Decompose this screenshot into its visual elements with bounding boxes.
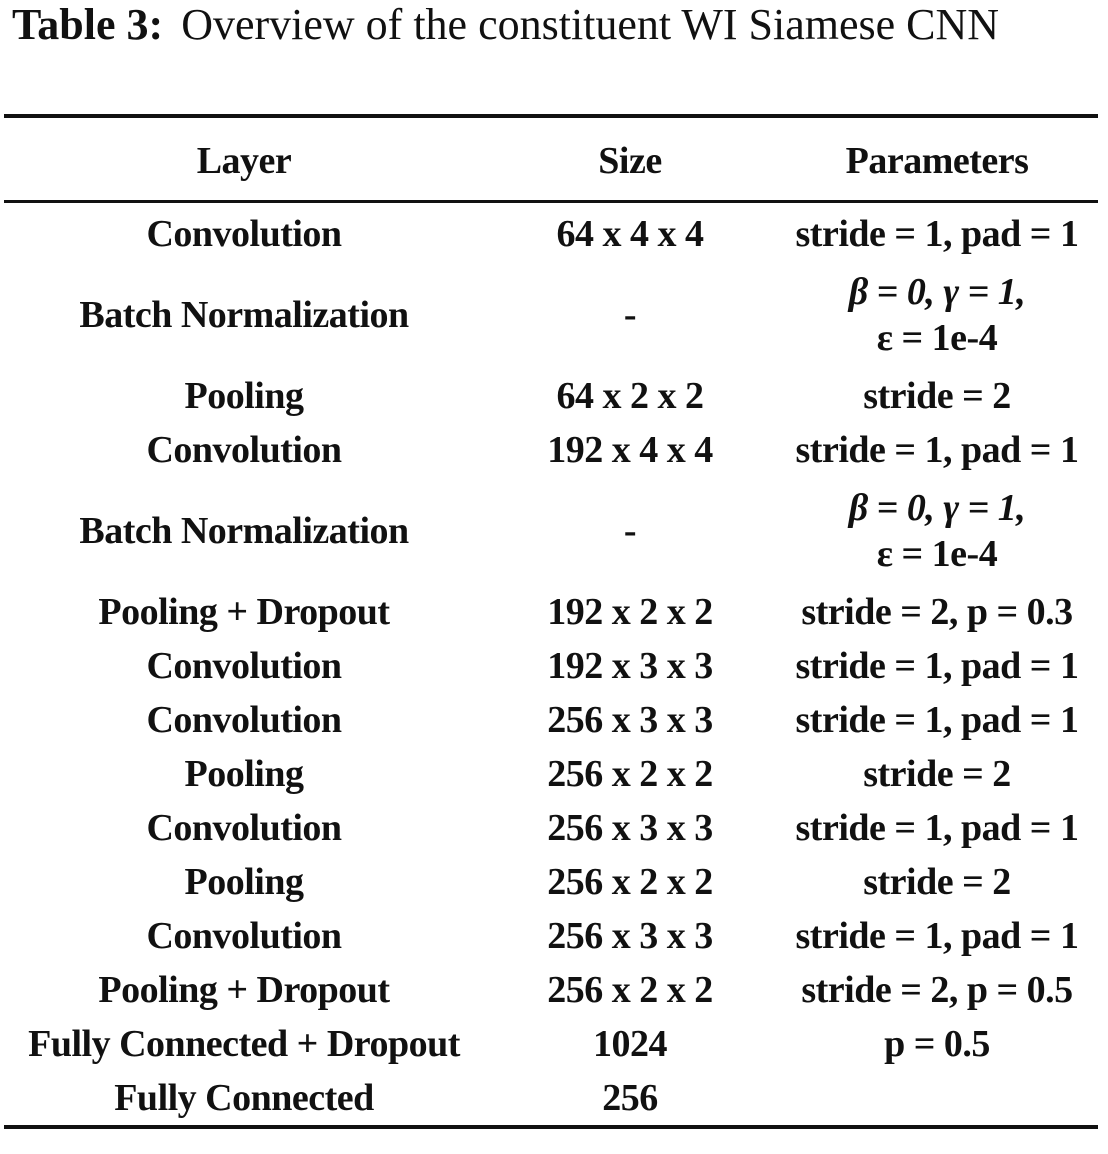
table-row — [4, 477, 1098, 585]
table-row — [4, 1071, 1098, 1125]
cell-size: 192 x 2 x 2 — [547, 591, 713, 633]
cell-parameters: stride = 1, pad = 1 — [795, 429, 1079, 471]
table-row — [4, 585, 1098, 639]
table-row — [4, 909, 1098, 963]
table-row — [4, 963, 1098, 1017]
cell-size: 256 x 2 x 2 — [547, 753, 713, 795]
cell-parameters-line2: ε = 1e-4 — [876, 533, 998, 575]
header-size: Size — [598, 140, 662, 182]
cell-layer: Batch Normalization — [79, 294, 409, 336]
cell-layer: Pooling — [184, 753, 304, 795]
cnn-architecture-table — [4, 114, 1098, 1129]
cell-layer: Fully Connected + Dropout — [28, 1023, 460, 1065]
table-row — [4, 1017, 1098, 1071]
cell-parameters — [776, 477, 1098, 585]
table-header-row — [4, 118, 1098, 200]
table-row — [4, 423, 1098, 477]
cell-parameters: stride = 1, pad = 1 — [795, 645, 1079, 687]
cell-layer: Pooling + Dropout — [98, 969, 390, 1011]
cell-size: 192 x 3 x 3 — [547, 645, 713, 687]
table-row — [4, 747, 1098, 801]
cell-layer: Fully Connected — [114, 1077, 374, 1119]
table-grid — [4, 118, 1098, 200]
cell-parameters — [776, 1071, 1098, 1125]
cell-size: 256 — [602, 1077, 658, 1119]
cell-parameters: stride = 2, p = 0.3 — [801, 591, 1073, 633]
cell-parameters: stride = 1, pad = 1 — [795, 915, 1079, 957]
table-caption — [12, 0, 999, 50]
cell-layer: Convolution — [146, 213, 342, 255]
cell-parameters: stride = 1, pad = 1 — [795, 213, 1079, 255]
cell-layer: Convolution — [146, 429, 342, 471]
cell-parameters: stride = 2 — [863, 861, 1011, 903]
table-row — [4, 261, 1098, 369]
table-bottom-rule — [4, 1125, 1098, 1129]
table-row — [4, 855, 1098, 909]
table-caption-text: Overview of the constituent WI Siamese CNN — [181, 0, 1000, 49]
cell-parameters: stride = 2 — [863, 753, 1011, 795]
cell-size: 256 x 3 x 3 — [547, 807, 713, 849]
cell-size: 1024 — [593, 1023, 667, 1065]
cell-size: 64 x 2 x 2 — [556, 375, 704, 417]
cell-layer: Convolution — [146, 699, 342, 741]
cell-parameters: stride = 1, pad = 1 — [795, 807, 1079, 849]
cell-parameters: stride = 1, pad = 1 — [795, 699, 1079, 741]
cell-parameters — [776, 261, 1098, 369]
table-row — [4, 639, 1098, 693]
cell-layer: Pooling — [184, 861, 304, 903]
cell-parameters-line2: ε = 1e-4 — [876, 317, 998, 359]
cell-parameters: stride = 2 — [863, 375, 1011, 417]
table-caption-label: Table 3: — [12, 0, 164, 49]
cell-size: 256 x 3 x 3 — [547, 699, 713, 741]
cell-layer: Convolution — [146, 807, 342, 849]
table-body — [4, 203, 1098, 1125]
cell-size: 192 x 4 x 4 — [547, 429, 713, 471]
cell-layer: Pooling — [184, 375, 304, 417]
table-row — [4, 369, 1098, 423]
cell-parameters-line1: β = 0, γ = 1, — [848, 271, 1026, 313]
cell-parameters: stride = 2, p = 0.5 — [801, 969, 1073, 1011]
table-row — [4, 801, 1098, 855]
table-row — [4, 693, 1098, 747]
cell-size: 256 x 3 x 3 — [547, 915, 713, 957]
header-layer: Layer — [196, 140, 292, 182]
cell-layer: Pooling + Dropout — [98, 591, 390, 633]
cell-size: 256 x 2 x 2 — [547, 861, 713, 903]
table-row — [4, 203, 1098, 261]
cell-layer: Convolution — [146, 645, 342, 687]
cell-layer: Batch Normalization — [79, 510, 409, 552]
cell-size: - — [623, 294, 637, 336]
cell-size: 64 x 4 x 4 — [556, 213, 704, 255]
cell-layer: Convolution — [146, 915, 342, 957]
cell-size: - — [623, 510, 637, 552]
cell-size: 256 x 2 x 2 — [547, 969, 713, 1011]
header-parameters: Parameters — [845, 140, 1029, 182]
cell-parameters-line1: β = 0, γ = 1, — [848, 487, 1026, 529]
cell-parameters: p = 0.5 — [884, 1023, 990, 1065]
